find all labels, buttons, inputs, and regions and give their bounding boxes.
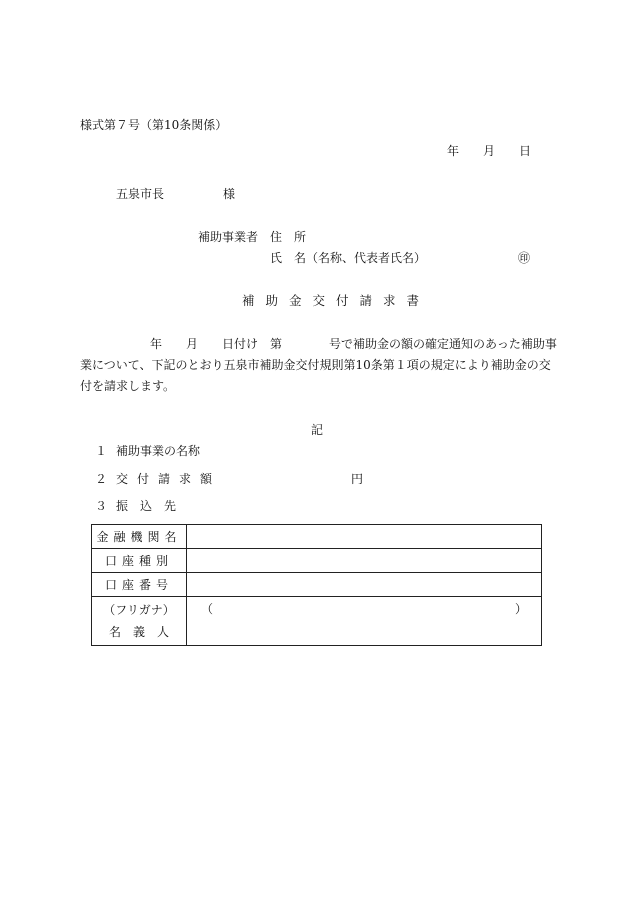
paren-open: （ <box>201 602 214 616</box>
body-number-prefix: 第 <box>270 337 283 351</box>
holder-label: 名 義 人 <box>108 625 169 639</box>
table-row <box>92 597 542 646</box>
item-2-unit: 円 <box>351 472 364 486</box>
addressee-mayor: 五泉市長 <box>116 187 165 201</box>
body-line1-rest: 号で補助金の額の確定通知のあった補助事 <box>329 337 557 351</box>
account-holder-field[interactable] <box>187 597 542 646</box>
account-holder-label <box>92 597 187 646</box>
date-month: 月 <box>483 144 496 158</box>
table-row <box>92 525 542 549</box>
applicant-role: 補助事業者 <box>198 230 259 244</box>
date-day: 日 <box>519 144 532 158</box>
form-reference: 様式第７号（第10条関係） <box>80 118 228 132</box>
item-3-number: ３ <box>95 499 108 513</box>
body-dated: 日付け <box>222 337 259 351</box>
account-type-label: 口座種別 <box>92 549 187 573</box>
date-year: 年 <box>447 144 460 158</box>
bank-transfer-table <box>91 524 542 646</box>
bank-name-field[interactable] <box>187 525 542 549</box>
table-row <box>92 549 542 573</box>
account-number-field[interactable] <box>187 573 542 597</box>
bank-name-label: 金融機関名 <box>92 525 187 549</box>
account-type-field[interactable] <box>187 549 542 573</box>
body-month: 月 <box>186 337 199 351</box>
item-3-label: 振 込 先 <box>116 499 177 513</box>
body-line3: 付を請求します。 <box>80 379 176 393</box>
body-year: 年 <box>150 337 163 351</box>
name-label: 氏 名（名称、代表者氏名） <box>270 251 427 265</box>
item-1-number: １ <box>95 444 108 458</box>
paren-close: ） <box>514 602 527 616</box>
ki-heading: 記 <box>311 423 324 437</box>
addressee-honorific: 様 <box>223 187 236 201</box>
body-line2: 業について、下記のとおり五泉市補助金交付規則第10条第１項の規定により補助金の交 <box>80 358 551 372</box>
seal-mark: ㊞ <box>518 251 531 265</box>
item-1-label: 補助事業の名称 <box>116 444 201 458</box>
item-2-number: ２ <box>95 472 108 486</box>
account-number-label: 口座番号 <box>92 573 187 597</box>
document-title: 補助金交付請求書 <box>242 293 431 308</box>
item-2-label: 交付請求額 <box>116 472 222 486</box>
address-label: 住 所 <box>270 230 307 244</box>
furigana-label: （フリガナ） <box>103 603 175 617</box>
table-row <box>92 573 542 597</box>
